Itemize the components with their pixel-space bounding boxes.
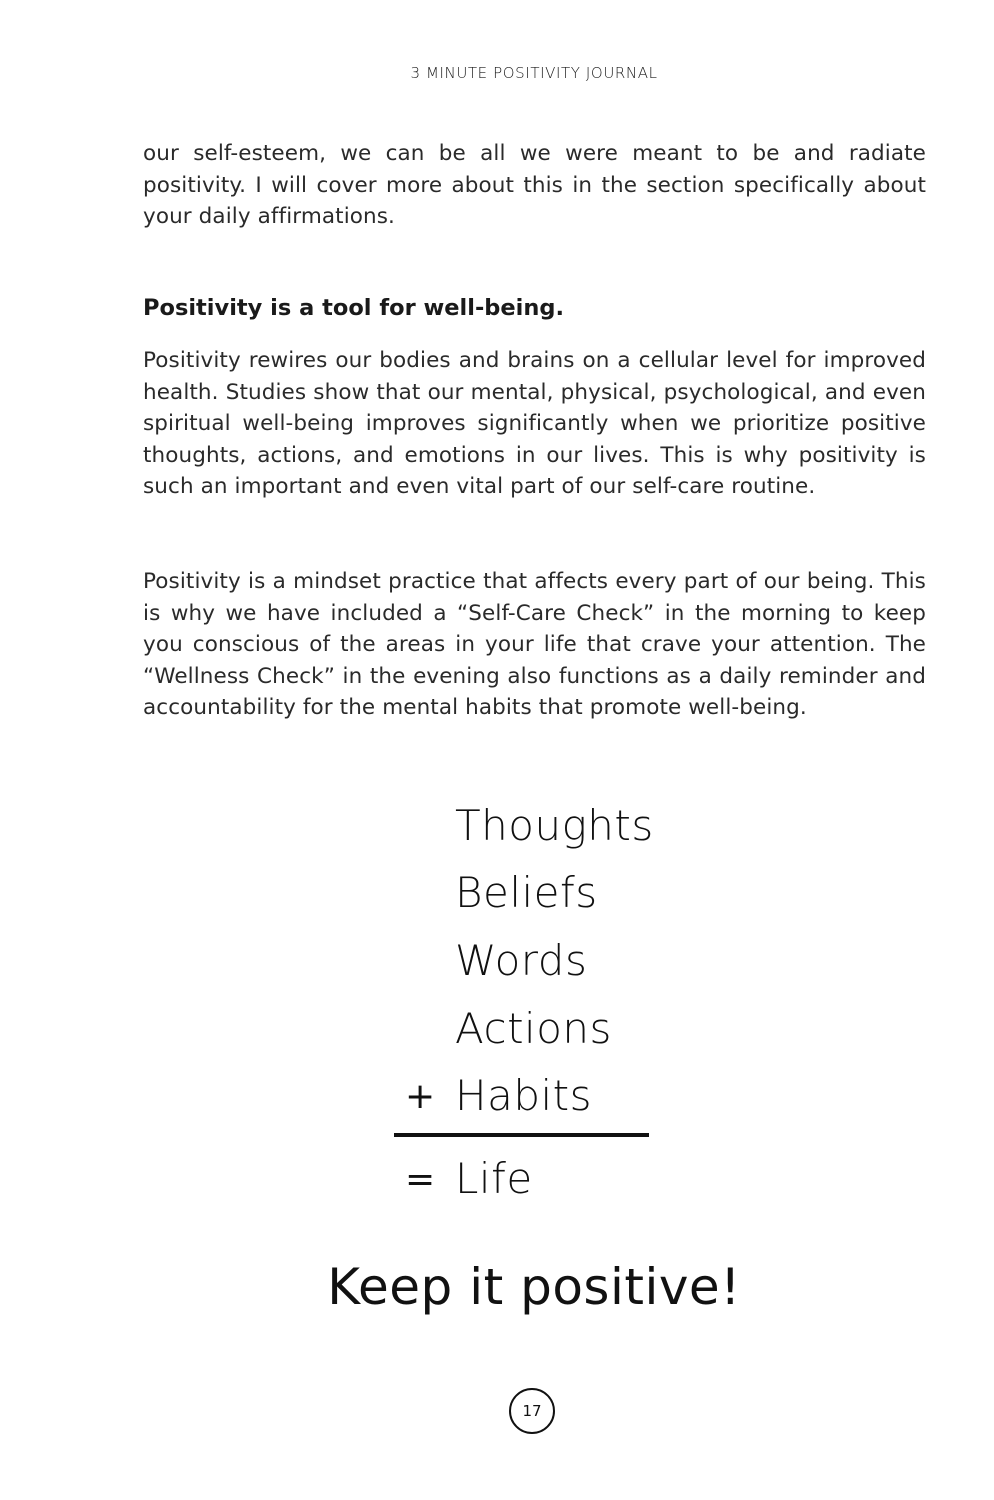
equation-term-habits: Habits xyxy=(455,1071,592,1120)
equation-equals-sign: = xyxy=(405,1159,436,1200)
intro-paragraph-text: our self-esteem, we can be all we were meant to be and radiate positivity. I will cover more about this in the section specifically about your daily affirmations. xyxy=(143,141,926,229)
equation-term-actions: Actions xyxy=(455,1004,612,1053)
equation-sum-rule xyxy=(394,1133,649,1137)
equation-plus-sign: + xyxy=(405,1076,436,1117)
equation-term-beliefs: Beliefs xyxy=(455,868,598,917)
body-paragraph-1-text: Positivity rewires our bodies and brains on a cellular level for improved health. Studies show that our mental, physical, psychological, and even spiritual well-being improves significantly when we prioritize positive thoughts, actions, and emotions in our lives. This is why positivity is such an important and even vital part of our self-care routine. xyxy=(143,348,926,499)
page-number-badge xyxy=(509,1388,555,1434)
closing-line: Keep it positive! xyxy=(327,1258,741,1316)
equation-term-words: Words xyxy=(455,936,588,985)
body-paragraph-1 xyxy=(143,345,926,503)
page-number: 17 xyxy=(522,1402,542,1420)
body-paragraph-2-text: Positivity is a mindset practice that affects every part of our being. This is why we have included a “Self-Care Check” in the morning to keep you conscious of the areas in your life that crave your attention. The “Wellness Check” in the evening also functions as a daily reminder and accountability for the mental habits that promote well-being. xyxy=(143,569,926,720)
section-heading: Positivity is a tool for well-being. xyxy=(143,295,565,321)
intro-paragraph xyxy=(143,138,926,233)
running-header: 3 MINUTE POSITIVITY JOURNAL xyxy=(410,64,658,82)
equation-term-thoughts: Thoughts xyxy=(455,801,654,850)
body-paragraph-2 xyxy=(143,566,926,724)
equation-result: Life xyxy=(455,1154,533,1203)
